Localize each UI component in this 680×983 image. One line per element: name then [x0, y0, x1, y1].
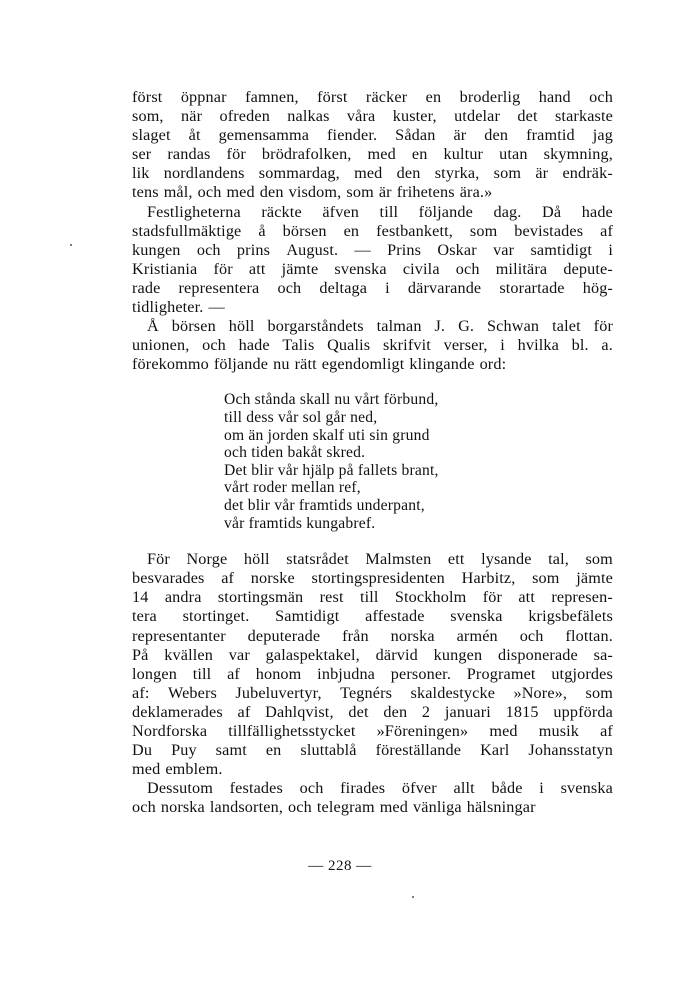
text-line: Nordforska tillfällighetsstycket »Föreningen» med musik af [132, 722, 613, 740]
text-line: tera stortinget. Samtidigt affestade svenska krigsbefälets [132, 607, 613, 626]
verse-line: och tiden bakåt skred. [224, 444, 366, 462]
text-line: Dessutom festades och firades öfver allt både i svenska [147, 779, 613, 798]
text-line: Kristiania för att jämte svenska civila och militära depute- [132, 259, 613, 278]
text-line: representanter deputerade från norska armén och flottan. [132, 626, 613, 645]
paragraph [132, 88, 613, 203]
text-line: ser randas för brödrafolken, med en kultur utan skymning, [132, 145, 613, 164]
text-line: tens mål, och med den visdom, som är frihetens ära.» [132, 183, 493, 202]
verse-block [132, 391, 613, 532]
text-line: af: Webers Jubeluvertyr, Tegnérs skaldestycke »Nore», som [132, 683, 613, 702]
text-line: tidligheter. — [132, 298, 225, 317]
text-line: Du Puy samt en sluttablå föreställande Karl Johansstatyn [132, 741, 613, 760]
print-speck [412, 896, 414, 898]
verse-line: Och stånda skall nu vårt förbund, [224, 391, 439, 409]
text-line: deklamerades af Dahlqvist, det den 2 januari 1815 uppförda [132, 702, 613, 721]
page-number: — 228 — [308, 858, 372, 874]
text-line: förekommo följande nu rätt egendomligt klingande ord: [132, 355, 507, 374]
verse-line: vårt roder mellan ref, [224, 479, 361, 497]
text-line: med emblem. [132, 760, 223, 779]
print-speck [70, 244, 72, 246]
verse-line: om än jorden skalf uti sin grund [224, 426, 430, 444]
verse-line: vår framtids kungabref. [224, 514, 376, 532]
text-column [132, 88, 613, 817]
text-line: först öppnar famnen, först räcker en broderlig hand och [132, 88, 613, 106]
text-line: unionen, och hade Talis Qualis skrifvit verser, i hvilka bl. a. [132, 336, 613, 355]
text-line: Å börsen höll borgarståndets talman J. G. Schwan talet för [147, 317, 613, 336]
text-line: stadsfullmäktige å börsen en festbankett, som bevistades af [132, 221, 613, 240]
text-line: besvarades af norske stortingspresidenten Harbitz, som jämte [132, 569, 613, 588]
text-line: lik nordlandens sommardag, med den styrka, som är endräk- [132, 164, 613, 183]
verse-line: det blir vår framtids underpant, [224, 496, 425, 514]
verse-line: Det blir vår hjälp på fallets brant, [224, 461, 439, 479]
text-line: slaget åt gemensamma fiender. Sådan är den framtid jag [132, 126, 613, 145]
text-line: som, när ofreden nalkas våra kuster, utdelar det starkaste [132, 107, 613, 126]
paragraph [132, 317, 613, 374]
verse-line: till dess vår sol går ned, [224, 409, 378, 426]
text-line: kungen och prins August. — Prins Oskar var samtidigt i [132, 240, 613, 259]
text-line: longen till af honom inbjudna personer. Programet utgjordes [132, 664, 613, 683]
text-line: På kvällen var galaspektakel, därvid kungen disponerade sa- [132, 645, 613, 664]
text-line: 14 andra stortingsmän rest till Stockholm för att represen- [132, 588, 613, 607]
text-line: För Norge höll statsrådet Malmsten ett lysande tal, som [147, 550, 613, 569]
text-line: rade representera och deltaga i därvarande storartade hög- [132, 278, 613, 297]
paragraph [132, 779, 613, 817]
paragraph [132, 550, 613, 779]
paragraph [132, 203, 613, 318]
text-line: och norska landsorten, och telegram med vänliga hälsningar [132, 798, 536, 817]
text-line: Festligheterna räckte äfven till följande dag. Då hade [147, 202, 613, 221]
